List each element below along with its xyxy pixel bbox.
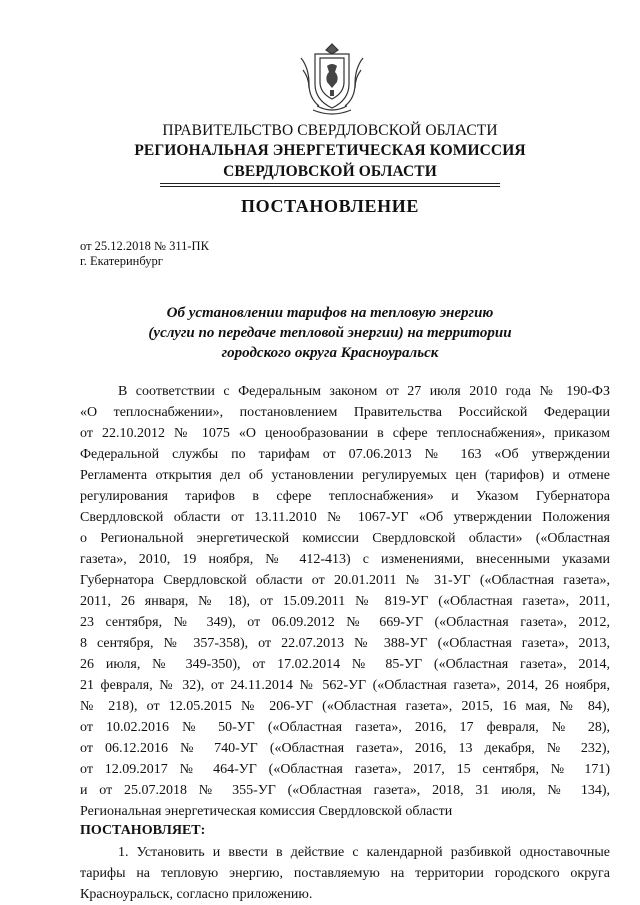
body-line: Федеральной службы по тарифам от 07.06.2013 № 163 «Об утверждении (80, 447, 610, 462)
org-name-line1: ПРАВИТЕЛЬСТВО СВЕРДЛОВСКОЙ ОБЛАСТИ (162, 122, 498, 139)
coat-of-arms-icon (297, 40, 367, 116)
body-line: 8 сентября, № 357-358), от 22.07.2013 № 388-УГ («Областная газета», 2013, (80, 636, 610, 651)
body-line: Свердловской области от 13.11.2010 № 1067-УГ «Об утверждении Положения (80, 510, 610, 525)
item-line: Красноуральск, согласно приложению. (80, 887, 313, 902)
header-divider-bottom (160, 186, 500, 187)
body-line: В соответствии с Федеральным законом от 27 июля 2010 года № 190-ФЗ (118, 384, 610, 399)
subject-line: (услуги по передаче тепловой энергии) на территории (148, 325, 512, 341)
body-line: от 22.10.2012 № 1075 «О ценообразовании в сфере теплоснабжения», приказом (80, 426, 610, 441)
body-line: № 218), от 12.05.2015 № 206-УГ («Областная газета», 2015, 16 мая, № 84), (80, 699, 610, 714)
body-line: Региональная энергетическая комиссия Свердловской области (80, 804, 453, 819)
body-line: 23 сентября, № 349), от 06.09.2012 № 669-УГ («Областная газета», 2012, (80, 615, 610, 630)
body-line: «О теплоснабжении», постановлением Правительства Российской Федерации (80, 405, 610, 420)
document-subject (100, 303, 560, 363)
body-line: газета», 2010, 19 ноября, № 412-413) с изменениями, внесенными указами (80, 552, 610, 567)
document-city: г. Екатеринбург (80, 254, 163, 268)
document-type-title: ПОСТАНОВЛЕНИЕ (241, 196, 419, 216)
body-line: и от 25.07.2018 № 355-УГ («Областная газета», 2018, 31 июля, № 134), (80, 783, 610, 798)
org-name-line3: СВЕРДЛОВСКОЙ ОБЛАСТИ (223, 163, 437, 180)
subject-line: городского округа Красноуральск (221, 345, 439, 361)
body-line: 26 июля, № 349-350), от 17.02.2014 № 85-УГ («Областная газета», 2014, (80, 657, 610, 672)
body-line: Губернатора Свердловской области от 20.01.2011 № 31-УГ («Областная газета», (80, 573, 610, 588)
item-line: тарифы на тепловую энергию, поставляемую на территории городского округа (80, 866, 610, 881)
body-line: 21 февраля, № 32), от 24.11.2014 № 562-УГ («Областная газета», 2014, 26 ноября, (80, 678, 610, 693)
body-line: от 10.02.2016 № 50-УГ («Областная газета», 2016, 17 февраля, № 28), (80, 720, 610, 735)
body-line: от 12.09.2017 № 464-УГ («Областная газета», 2017, 15 сентября, № 171) (80, 762, 610, 777)
body-line: 2011, 26 января, № 18), от 15.09.2011 № 819-УГ («Областная газета», 2011, (80, 594, 610, 609)
body-line: о Региональной энергетической комиссии Свердловской области» («Областная (80, 531, 610, 546)
body-line: от 06.12.2016 № 740-УГ («Областная газета», 2016, 13 декабря, № 232), (80, 741, 610, 756)
org-name-line2: РЕГИОНАЛЬНАЯ ЭНЕРГЕТИЧЕСКАЯ КОМИССИЯ (134, 142, 526, 159)
body-line: регулирования тарифов в сфере теплоснабжения» и Указом Губернатора (80, 489, 610, 504)
subject-line: Об установлении тарифов на тепловую энергию (166, 305, 494, 321)
resolves-heading: ПОСТАНОВЛЯЕТ: (80, 823, 206, 838)
document-date-number: от 25.12.2018 № 311-ПК (80, 239, 209, 253)
body-line: Регламента открытия дел об установлении регулируемых цен (тарифов) и отмене (80, 468, 610, 483)
header-divider-top (160, 183, 500, 184)
item-line: 1. Установить и ввести в действие с календарной разбивкой одноставочные (118, 845, 610, 860)
